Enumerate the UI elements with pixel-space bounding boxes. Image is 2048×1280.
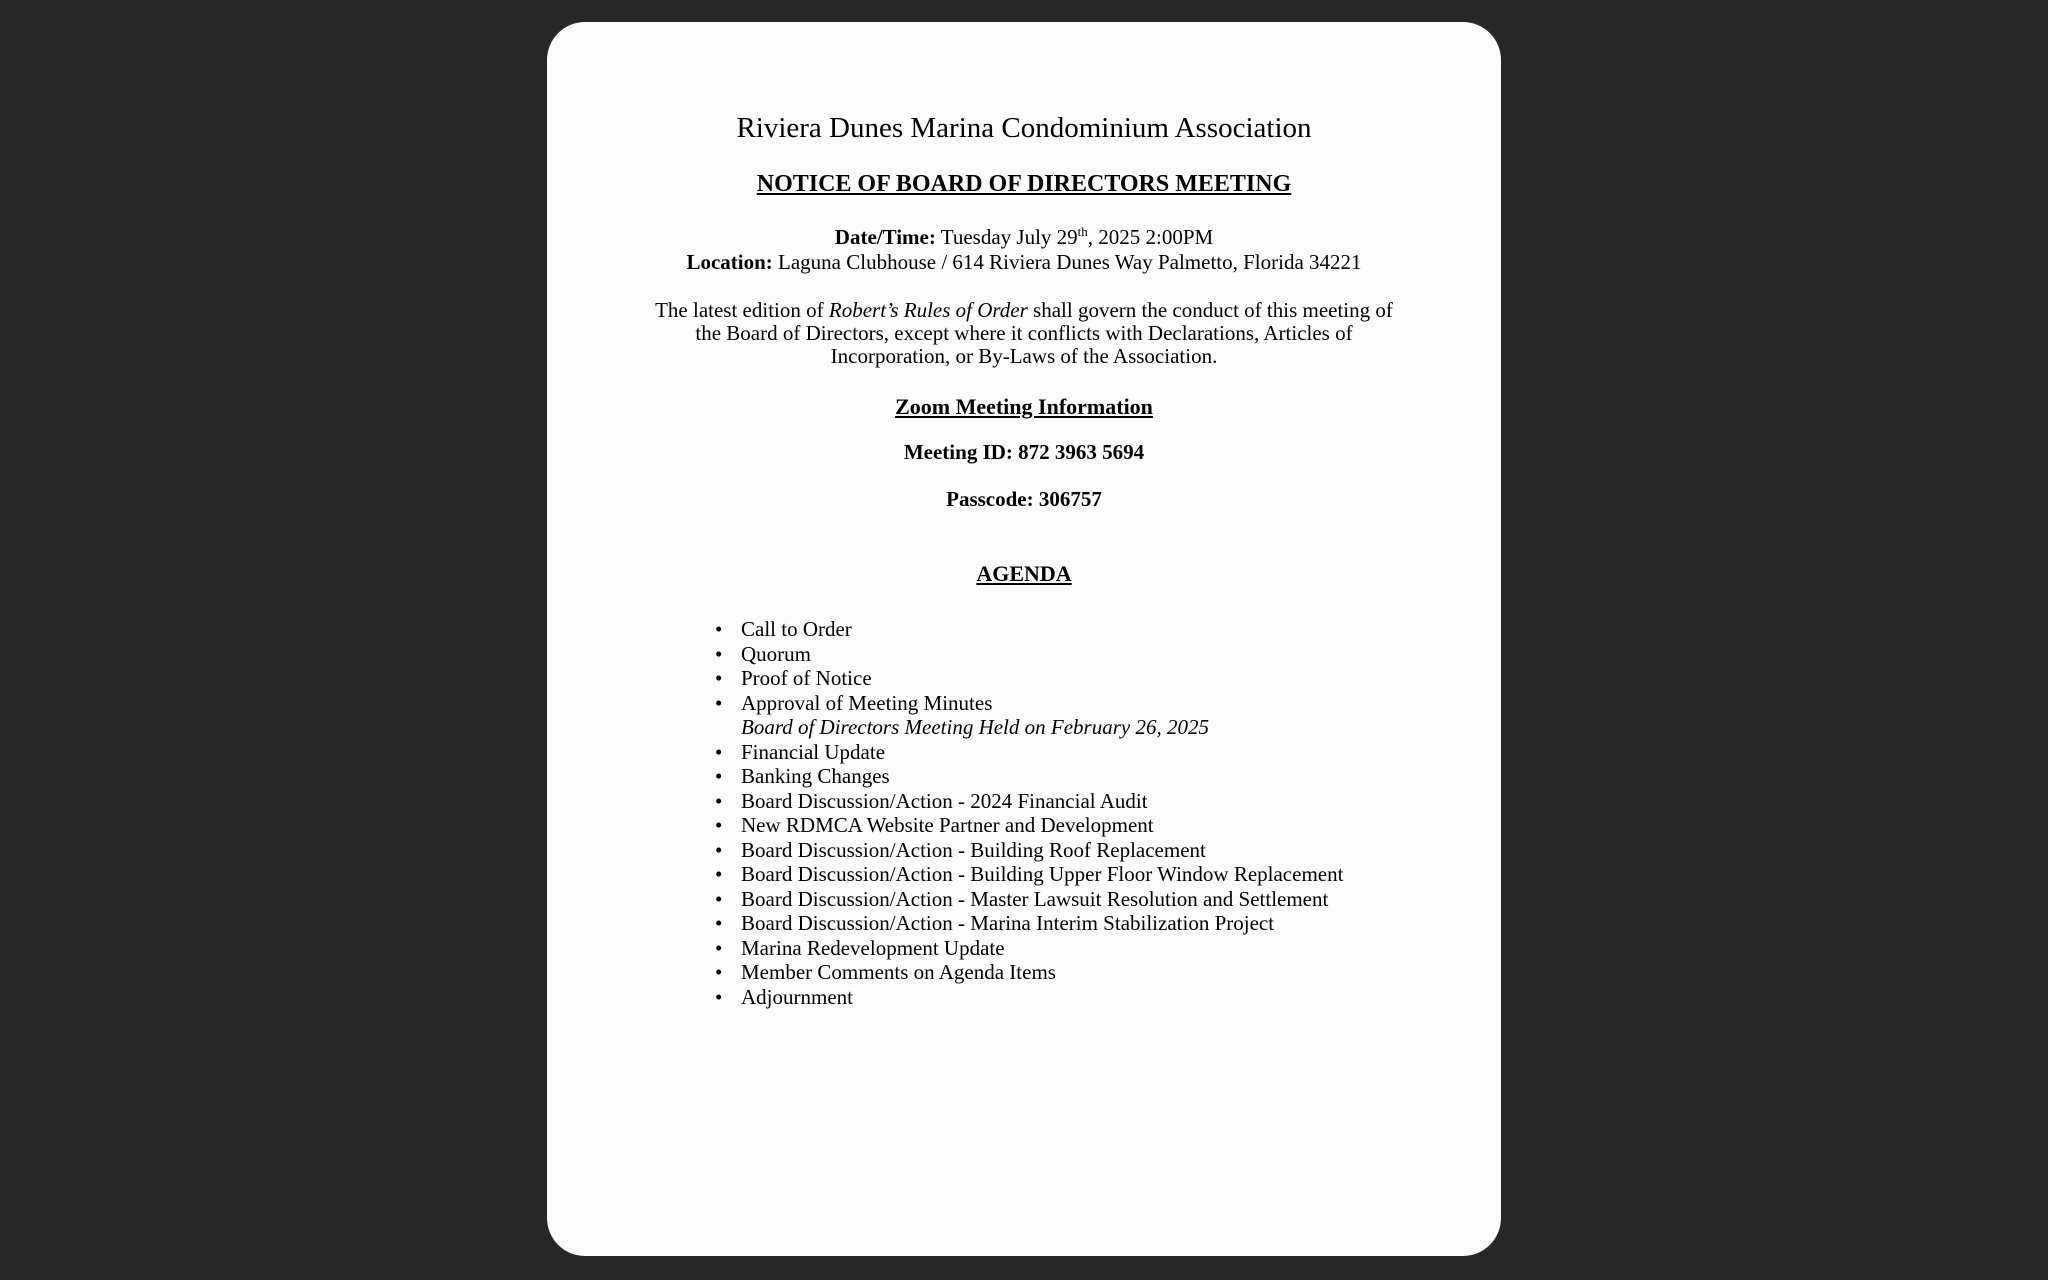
- notice-heading: NOTICE OF BOARD OF DIRECTORS MEETING: [756, 171, 1292, 197]
- rules-paragraph: [650, 299, 1398, 368]
- agenda-item: [715, 789, 1441, 814]
- location-value: Laguna Clubhouse / 614 Riviera Dunes Way Palmetto, Florida 34221: [772, 250, 1362, 274]
- zoom-info-heading: Zoom Meeting Information: [895, 394, 1153, 419]
- agenda-item: [715, 887, 1441, 912]
- agenda-item-text: Board Discussion/Action - 2024 Financial Audit: [741, 788, 1148, 813]
- bullet-icon: •: [715, 911, 723, 935]
- agenda-item-text: Proof of Notice: [741, 666, 872, 690]
- bullet-icon: •: [715, 617, 723, 641]
- agenda-item: [715, 862, 1441, 887]
- agenda-item-text: Member Comments on Agenda Items: [741, 960, 1056, 984]
- passcode-line: Passcode: 306757: [946, 487, 1102, 511]
- agenda-item: [715, 911, 1441, 936]
- location-line: [607, 250, 1441, 275]
- agenda-item-text: Approval of Meeting Minutes: [741, 690, 993, 715]
- agenda-item-text: Board Discussion/Action - Building Roof Replacement: [741, 837, 1206, 862]
- agenda-item: [715, 740, 1441, 765]
- agenda-item: [715, 666, 1441, 691]
- agenda-item: [715, 813, 1441, 838]
- agenda-item: [715, 642, 1441, 667]
- agenda-item-text: Call to Order: [741, 617, 852, 641]
- agenda-item: [715, 985, 1441, 1010]
- datetime-line: [607, 225, 1441, 250]
- datetime-label: Date/Time:: [834, 225, 936, 249]
- bullet-icon: •: [715, 690, 723, 715]
- agenda-item-text: Financial Update: [741, 739, 886, 764]
- bullet-icon: •: [715, 886, 723, 911]
- datetime-ordinal: th: [1077, 224, 1088, 239]
- rules-book-title: Robert’s Rules of Order: [828, 298, 1028, 322]
- datetime-value-prefix: Tuesday July 29: [935, 225, 1078, 249]
- bullet-icon: •: [715, 984, 723, 1009]
- agenda-item: [715, 617, 1441, 642]
- agenda-item: [715, 838, 1441, 863]
- agenda-list: [607, 617, 1441, 1009]
- bullet-icon: •: [715, 666, 723, 690]
- bullet-icon: •: [715, 788, 723, 813]
- agenda-item-text: Banking Changes: [741, 764, 890, 788]
- bullet-icon: •: [715, 862, 723, 886]
- agenda-item-text: Quorum: [741, 641, 811, 666]
- rules-text-after: shall govern the conduct of this meeting of the Board of Directors, except where it conflicts with Declarations, Articles of Incorporation, or By-Laws of the Association.: [695, 298, 1393, 368]
- agenda-item-note: Board of Directors Meeting Held on February 26, 2025: [741, 715, 1209, 739]
- agenda-item: [715, 936, 1441, 961]
- bullet-icon: •: [715, 960, 723, 984]
- bullet-icon: •: [715, 739, 723, 764]
- agenda-heading: AGENDA: [976, 561, 1072, 586]
- agenda-item-text: Marina Redevelopment Update: [741, 935, 1005, 960]
- bullet-icon: •: [715, 837, 723, 862]
- agenda-item-text: Board Discussion/Action - Master Lawsuit Resolution and Settlement: [741, 886, 1329, 911]
- bullet-icon: •: [715, 935, 723, 960]
- page-title: Riviera Dunes Marina Condominium Association: [736, 112, 1312, 144]
- agenda-item: [715, 960, 1441, 985]
- document-page: [547, 22, 1501, 1256]
- bullet-icon: •: [715, 641, 723, 666]
- agenda-item-text: Board Discussion/Action - Building Upper Floor Window Replacement: [741, 862, 1344, 886]
- datetime-value-suffix: , 2025 2:00PM: [1087, 225, 1214, 249]
- bullet-icon: •: [715, 764, 723, 788]
- meeting-meta: [607, 225, 1441, 275]
- agenda-item: [715, 764, 1441, 789]
- agenda-item: [715, 691, 1441, 740]
- agenda-item-text: Adjournment: [741, 984, 853, 1009]
- agenda-item-text: New RDMCA Website Partner and Development: [741, 813, 1154, 837]
- location-label: Location:: [686, 250, 773, 274]
- bullet-icon: •: [715, 813, 723, 837]
- meeting-id-line: Meeting ID: 872 3963 5694: [903, 440, 1145, 464]
- agenda-item-text: Board Discussion/Action - Marina Interim Stabilization Project: [741, 911, 1275, 935]
- rules-text-before: The latest edition of: [655, 298, 829, 322]
